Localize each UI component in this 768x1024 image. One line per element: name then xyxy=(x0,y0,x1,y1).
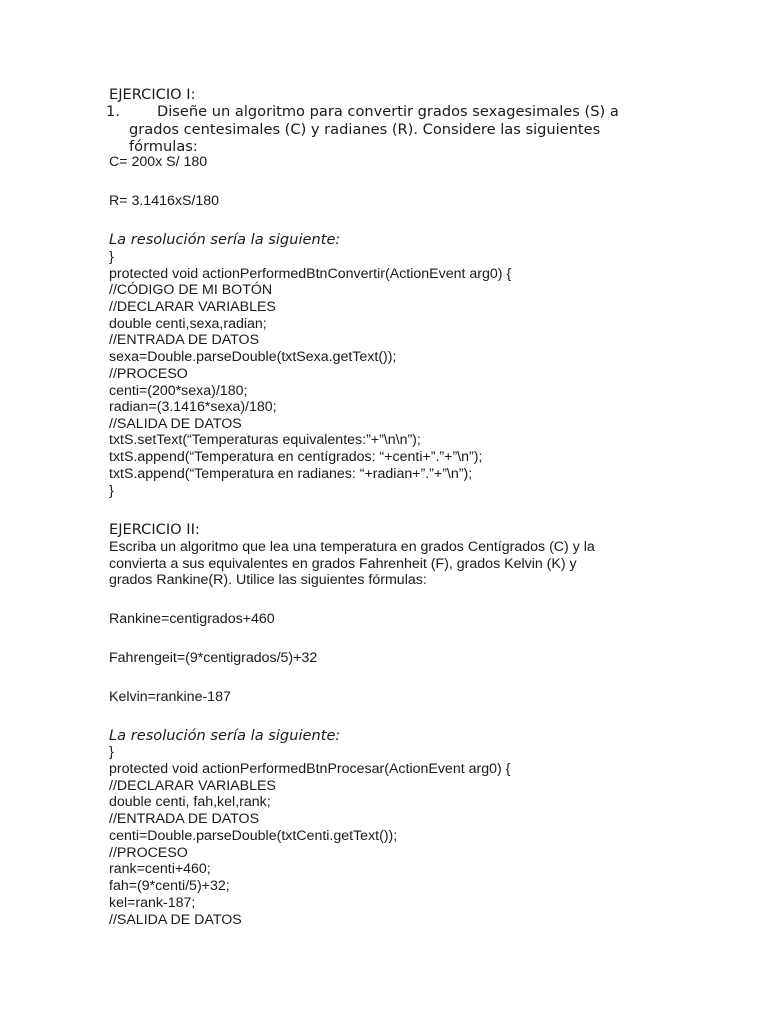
code-line: //DECLARAR VARIABLES xyxy=(109,778,276,794)
code-line: } xyxy=(109,249,114,265)
exercise-2-statement-line-1: Escriba un algoritmo que lea una temperatura en grados Centígrados (C) y la xyxy=(109,539,595,555)
exercise-1-statement-line-3: fórmulas: xyxy=(129,138,198,155)
code-line: //CÓDIGO DE MI BOTÓN xyxy=(109,282,273,298)
exercise-1-statement-line-2: grados centesimales (C) y radianes (R). Considere las siguientes xyxy=(129,121,601,138)
code-line: txtS.append(“Temperatura en centígrados: “+centi+”.”+”\n”); xyxy=(109,449,483,465)
exercise-2-resolution-label: La resolución sería la siguiente: xyxy=(109,727,341,744)
code-line: double centi,sexa,radian; xyxy=(109,316,267,332)
code-line: radian=(3.1416*sexa)/180; xyxy=(109,399,277,415)
code-line: //SALIDA DE DATOS xyxy=(109,416,242,432)
code-line: rank=centi+460; xyxy=(109,861,211,877)
exercise-2-formula-rankine: Rankine=centigrados+460 xyxy=(109,611,275,627)
exercise-1-formula-c: C= 200x S/ 180 xyxy=(109,154,208,170)
code-line: txtS.setText(“Temperaturas equivalentes:”+”\n\n”); xyxy=(109,432,421,448)
code-line: //ENTRADA DE DATOS xyxy=(109,811,260,827)
code-line: fah=(9*centi/5)+32; xyxy=(109,878,230,894)
exercise-1-statement-line-1: Diseñe un algoritmo para convertir grados sexagesimales (S) a xyxy=(157,103,619,120)
code-line: //DECLARAR VARIABLES xyxy=(109,299,276,315)
code-line: sexa=Double.parseDouble(txtSexa.getText()); xyxy=(109,349,397,365)
exercise-2-formula-kelvin: Kelvin=rankine-187 xyxy=(109,689,231,705)
code-line: centi=(200*sexa)/180; xyxy=(109,383,248,399)
exercise-2-statement-line-3: grados Rankine(R). Utilice las siguientes fórmulas: xyxy=(109,572,427,588)
code-line: //PROCESO xyxy=(109,845,188,861)
code-line: double centi, fah,kel,rank; xyxy=(109,794,271,810)
exercise-1-resolution-label: La resolución sería la siguiente: xyxy=(109,231,341,248)
code-line: //ENTRADA DE DATOS xyxy=(109,332,260,348)
code-line: centi=Double.parseDouble(txtCenti.getText()); xyxy=(109,828,398,844)
exercise-1-list-number: 1. xyxy=(106,103,120,120)
exercise-2-formula-fahrenheit: Fahrengeit=(9*centigrados/5)+32 xyxy=(109,650,318,666)
code-line: } xyxy=(109,483,114,499)
exercise-2-heading: EJERCICIO II: xyxy=(109,521,200,538)
exercise-2-statement-line-2: convierta a sus equivalentes en grados Fahrenheit (F), grados Kelvin (K) y xyxy=(109,556,577,572)
code-line: } xyxy=(109,744,114,760)
code-line: //PROCESO xyxy=(109,366,188,382)
code-line: protected void actionPerformedBtnProcesar(ActionEvent arg0) { xyxy=(109,761,511,777)
code-line: protected void actionPerformedBtnConvertir(ActionEvent arg0) { xyxy=(109,266,512,282)
exercise-1-formula-r: R= 3.1416xS/180 xyxy=(109,193,220,209)
code-line: txtS.append(“Temperatura en radianes: “+radian+”.”+”\n”); xyxy=(109,466,473,482)
code-line: //SALIDA DE DATOS xyxy=(109,912,242,928)
exercise-1-heading: EJERCICIO I: xyxy=(109,86,196,103)
code-line: kel=rank-187; xyxy=(109,895,196,911)
